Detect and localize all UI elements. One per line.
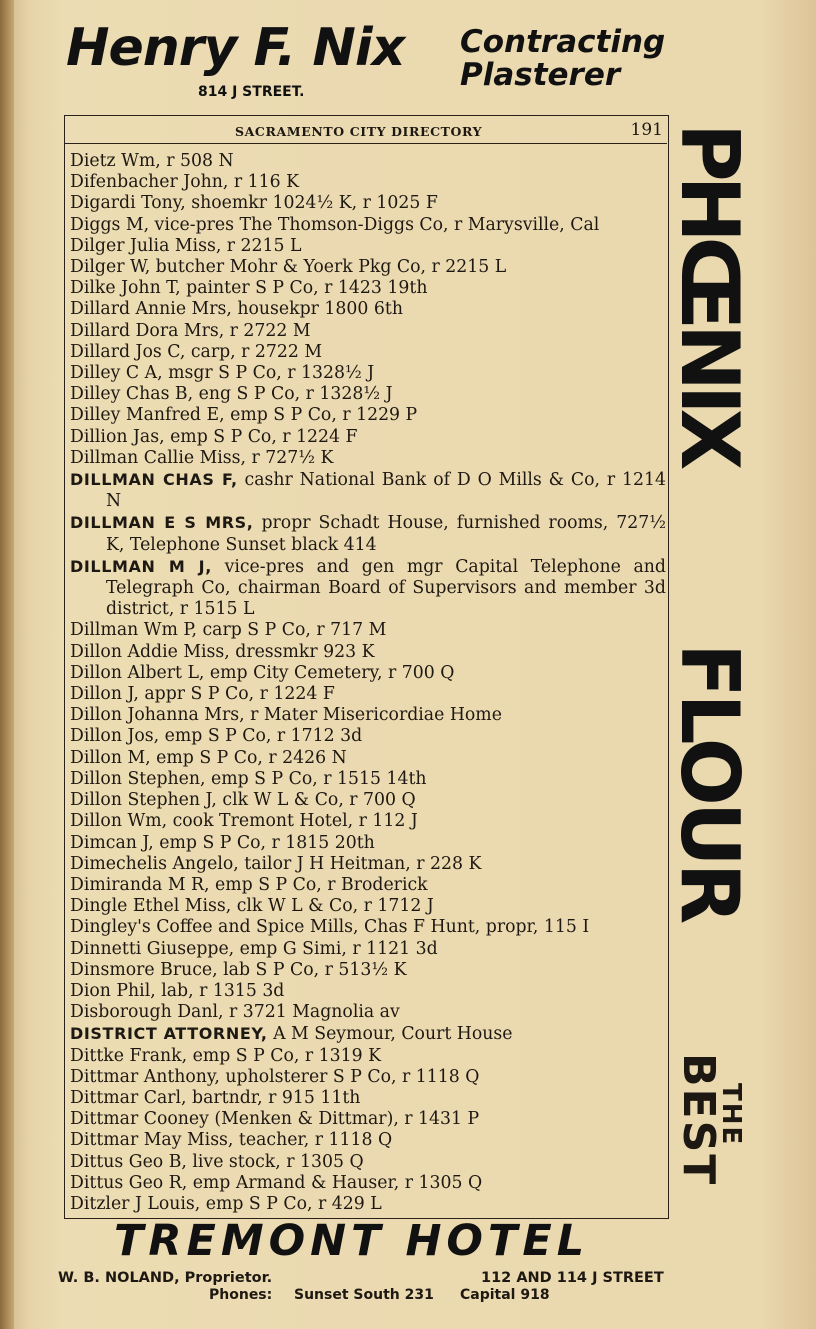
entry-text: Dillman Callie Miss, r 727½ K [70, 447, 334, 468]
entry-text: Dillion Jas, emp S P Co, r 1224 F [70, 426, 358, 447]
directory-entry [70, 236, 666, 257]
directory-entry [70, 790, 666, 811]
directory-entry [70, 257, 666, 278]
entry-text: Dilke John T, painter S P Co, r 1423 19th [70, 278, 428, 299]
header-title: SACRAMENTO CITY DIRECTORY [235, 124, 483, 139]
entry-text: Ditzler J Louis, emp S P Co, r 429 L [70, 1193, 382, 1214]
entry-text: Dingle Ethel Miss, clk W L & Co, r 1712 J [70, 896, 434, 917]
directory-entry [70, 321, 666, 342]
directory-entry [70, 663, 666, 684]
directory-entry [70, 427, 666, 448]
entry-text: Diggs M, vice-pres The Thomson-Diggs Co, r Marysville, Cal [70, 214, 600, 235]
entry-text: Dillon Albert L, emp City Cemetery, r 700 Q [70, 662, 455, 683]
entry-text: Dinnetti Giuseppe, emp G Simi, r 1121 3d [70, 938, 438, 959]
entry-text: Dittmar Cooney (Menken & Dittmar), r 1431 P [70, 1109, 480, 1130]
entry-bold-name: DILLMAN CHAS F, [70, 470, 238, 490]
directory-entry [70, 299, 666, 320]
directory-entry [70, 363, 666, 384]
directory-entry [70, 384, 666, 405]
directory-entry [70, 1023, 666, 1045]
directory-entry [70, 1109, 666, 1130]
directory-entry [70, 1088, 666, 1109]
entry-text: Disborough Danl, r 3721 Magnolia av [70, 1002, 400, 1023]
directory-entry [70, 917, 666, 938]
bottom-ad-owner: W. B. NOLAND, Proprietor. [58, 1270, 273, 1286]
directory-entry [70, 854, 666, 875]
directory-entry [70, 875, 666, 896]
directory-entry [70, 172, 666, 193]
top-ad-trade-line2: Plasterer [460, 57, 621, 93]
entry-text: Dilley Manfred E, emp S P Co, r 1229 P [70, 405, 418, 426]
entry-text: Dietz Wm, r 508 N [70, 151, 234, 171]
bottom-ad-name: TREMONT HOTEL [114, 1216, 590, 1266]
directory-entry [70, 448, 666, 469]
directory-entry [70, 193, 666, 214]
directory-entry [70, 512, 666, 555]
directory-entry [70, 726, 666, 747]
entry-text: Dillon Stephen, emp S P Co, r 1515 14th [70, 768, 427, 789]
entry-text: Dillon Jos, emp S P Co, r 1712 3d [70, 726, 363, 747]
top-ad-name: Henry F. Nix [66, 18, 405, 78]
directory-entry [70, 151, 666, 172]
bottom-ad-address: 112 AND 114 J STREET [481, 1270, 664, 1286]
directory-entry [70, 1002, 666, 1023]
entry-text: cashr National Bank of D O Mills & Co, r 1214 N [106, 470, 666, 512]
directory-entry [70, 556, 666, 621]
top-ad-trade-line1: Contracting [460, 24, 666, 60]
directory-entry [70, 342, 666, 363]
directory-entry [70, 1194, 666, 1215]
directory-entry [70, 405, 666, 426]
entry-text: Dillard Dora Mrs, r 2722 M [70, 320, 311, 341]
entry-text: Dillon J, appr S P Co, r 1224 F [70, 684, 335, 705]
side-advertisement [663, 123, 756, 1203]
directory-entry [70, 939, 666, 960]
side-ad-word-best: BEST [673, 1053, 724, 1187]
directory-entry [70, 981, 666, 1002]
entry-text: Dilley C A, msgr S P Co, r 1328½ J [70, 363, 375, 384]
directory-entry [70, 215, 666, 236]
side-ad-word-phoenix: PHŒNIX [663, 123, 756, 465]
entry-text: Dinsmore Bruce, lab S P Co, r 513½ K [70, 959, 407, 980]
side-ad-word-flour: FLOUR [663, 643, 756, 921]
directory-entry [70, 642, 666, 663]
directory-entry [70, 278, 666, 299]
directory-entry [70, 769, 666, 790]
directory-entry [70, 811, 666, 832]
entry-text: Dittmar Carl, bartndr, r 915 11th [70, 1087, 361, 1108]
side-ad-word-the: THE [716, 1083, 746, 1147]
directory-entry [70, 1067, 666, 1088]
entry-text: Dimechelis Angelo, tailor J H Heitman, r 228 K [70, 853, 482, 874]
directory-entry [70, 960, 666, 981]
entry-text: Dillon Stephen J, clk W L & Co, r 700 Q [70, 790, 416, 811]
entry-text: Dilger Julia Miss, r 2215 L [70, 235, 302, 256]
page-header [64, 119, 667, 144]
entry-text: Dittus Geo R, emp Armand & Hauser, r 1305 Q [70, 1172, 483, 1193]
top-ad-trade [460, 26, 665, 92]
entry-text: Dillon Addie Miss, dressmkr 923 K [70, 641, 375, 662]
entry-text: A M Seymour, Court House [267, 1024, 513, 1045]
entry-text: Dillon Wm, cook Tremont Hotel, r 112 J [70, 811, 418, 832]
directory-entry [70, 1046, 666, 1067]
entry-text: Dittke Frank, emp S P Co, r 1319 K [70, 1045, 381, 1066]
entry-text: Dingley's Coffee and Spice Mills, Chas F Hunt, propr, 115 I [70, 917, 590, 938]
entry-text: propr Schadt House, furnished rooms, 727½ K, Telephone Sunset black 414 [106, 513, 666, 555]
directory-entry [70, 620, 666, 641]
entry-text: Dittus Geo B, live stock, r 1305 Q [70, 1151, 364, 1172]
entry-text: Dion Phil, lab, r 1315 3d [70, 980, 285, 1001]
directory-entry [70, 1173, 666, 1194]
entry-text: Dilley Chas B, eng S P Co, r 1328½ J [70, 384, 393, 405]
bottom-ad-phone-capital: Capital 918 [460, 1287, 550, 1303]
entry-text: Dillon Johanna Mrs, r Mater Misericordiae Home [70, 705, 502, 726]
top-ad-street: 814 J STREET. [198, 84, 305, 100]
entry-text: Dimcan J, emp S P Co, r 1815 20th [70, 832, 375, 853]
entry-text: Dillman Wm P, carp S P Co, r 717 M [70, 620, 387, 641]
directory-entry [70, 684, 666, 705]
page-number: 191 [630, 120, 663, 140]
entry-text: Dillard Annie Mrs, housekpr 1800 6th [70, 299, 403, 320]
entry-bold-name: DILLMAN E S MRS, [70, 513, 254, 533]
entry-bold-name: DILLMAN M J, [70, 556, 212, 576]
directory-entry [70, 896, 666, 917]
directory-entry [70, 1130, 666, 1151]
entry-text: Dilger W, butcher Mohr & Yoerk Pkg Co, r 2215 L [70, 257, 507, 278]
directory-entry [70, 469, 666, 512]
entry-text: Dillard Jos C, carp, r 2722 M [70, 341, 323, 362]
entry-text: Dittmar May Miss, teacher, r 1118 Q [70, 1130, 393, 1151]
directory-entry [70, 748, 666, 769]
directory-entry [70, 833, 666, 854]
bottom-ad-phone-sunset: Sunset South 231 [294, 1287, 434, 1303]
entry-text: Difenbacher John, r 116 K [70, 172, 300, 193]
entry-text: vice-pres and gen mgr Capital Telephone and Telegraph Co, chairman Board of Supervisors and member 3d district, r 1515 L [106, 556, 666, 620]
directory-entry [70, 705, 666, 726]
entry-text: Dittmar Anthony, upholsterer S P Co, r 1118 Q [70, 1066, 480, 1087]
book-binding-edge [0, 0, 14, 1329]
entry-bold-name: DISTRICT ATTORNEY, [70, 1024, 268, 1044]
entry-text: Digardi Tony, shoemkr 1024½ K, r 1025 F [70, 193, 438, 214]
directory-entry [70, 1152, 666, 1173]
entry-text: Dillon M, emp S P Co, r 2426 N [70, 747, 347, 768]
entry-text: Dimiranda M R, emp S P Co, r Broderick [70, 874, 428, 895]
directory-entries [70, 151, 666, 1215]
bottom-ad-phones-label: Phones: [209, 1287, 273, 1303]
